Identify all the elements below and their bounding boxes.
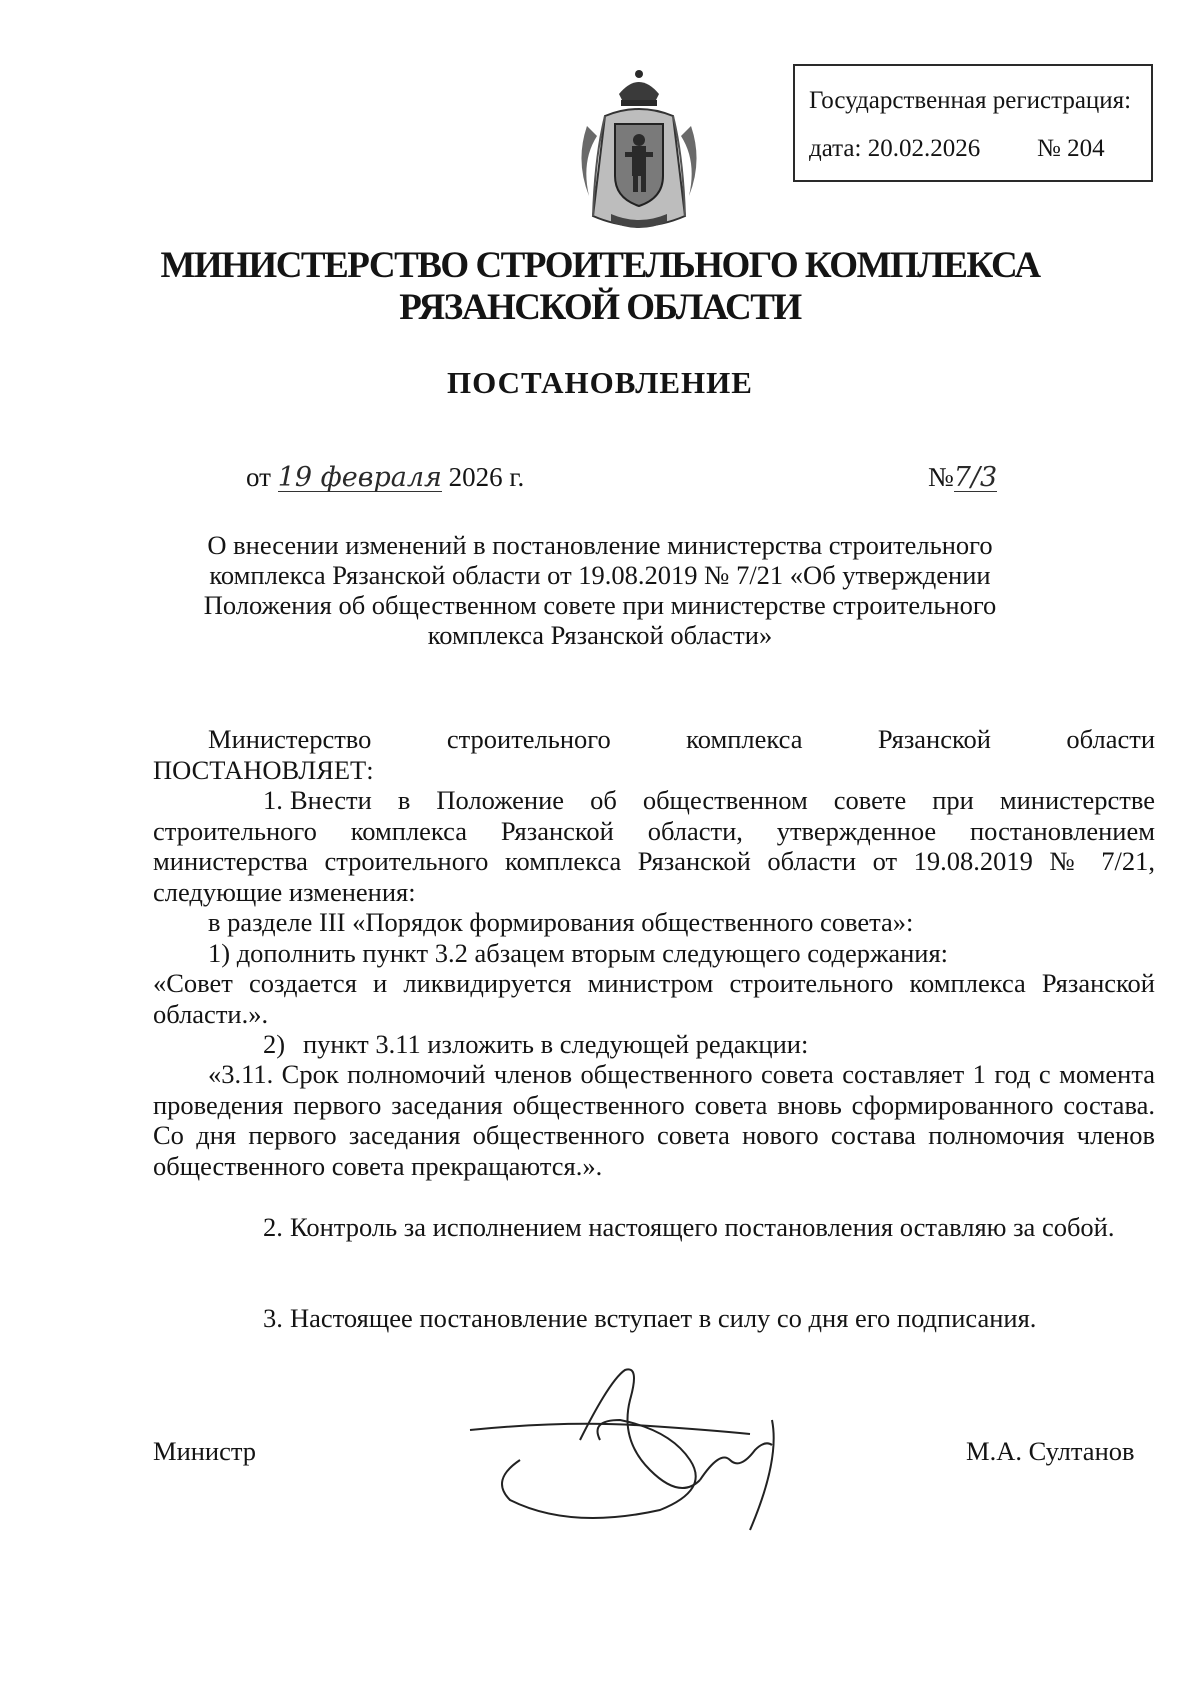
preamble-line2: ПОСТАНОВЛЯЕТ: xyxy=(153,754,374,785)
date-prefix: от xyxy=(246,462,271,492)
number-prefix: № xyxy=(928,462,954,492)
registration-number: № 204 xyxy=(1037,135,1105,162)
document-title: О внесении изменений в постановление министерства строительного комплекса Рязанской области от 19.08.2019 № 7/21 «Об утверждении Положения об общественном совете при министерстве строительного комплекса Рязанской области» xyxy=(203,530,997,650)
sub-item-1: 1) дополнить пункт 3.2 абзацем вторым следующего содержания: xyxy=(208,937,948,968)
registration-date: дата: 20.02.2026 xyxy=(809,135,981,162)
item-3-text: Настоящее постановление вступает в силу со дня его подписания. xyxy=(290,1303,1037,1333)
sub-item-2 xyxy=(153,1029,1155,1060)
sub-item-2-text: пункт 3.11 изложить в следующей редакции: xyxy=(303,1029,809,1059)
item-1 xyxy=(153,785,1155,907)
document-type-heading: ПОСТАНОВЛЕНИЕ xyxy=(447,365,753,400)
sub-item-1-quote-block xyxy=(153,968,1155,1029)
item-2-marker: 2. xyxy=(263,1212,283,1242)
item-3 xyxy=(153,1303,1155,1334)
preamble xyxy=(153,724,1155,785)
preamble-line1: Министерство строительного комплекса Рязанской области xyxy=(208,724,1155,754)
coat-of-arms-emblem xyxy=(575,66,703,236)
date-year: 2026 г. xyxy=(448,462,525,492)
handwritten-date: 19 февраля xyxy=(277,462,442,493)
document-number xyxy=(928,462,997,493)
item-1-text: Внести в Положение об общественном совете при министерстве строительного комплекса Рязанской области, утвержденное постановлением министерства строительного комплекса Рязанской области от 19.08.2019 № 7/21, следующие изменения: xyxy=(153,785,1155,907)
signatory-name: М.А. Султанов xyxy=(966,1436,1135,1466)
sub-item-2-quote: «3.11. Срок полномочий членов общественного совета составляет 1 год с момента проведения первого заседания общественного совета вновь сформированного состава. Со дня первого заседания общественного совета нового состава полномочия членов общественного совета прекращаются.». xyxy=(153,1059,1155,1181)
state-registration-box xyxy=(793,64,1153,182)
handwritten-number: 7/3 xyxy=(953,462,998,493)
registration-title: Государственная регистрация: xyxy=(809,87,1132,114)
document-date xyxy=(246,462,524,493)
sub-item-2-quote-block xyxy=(153,1059,1155,1181)
sub-item-1-quote: «Совет создается и ликвидируется министром строительного комплекса Рязанской области.». xyxy=(153,968,1155,1029)
signatory-position: Министр xyxy=(153,1436,257,1466)
sub-item-2-marker: 2) xyxy=(263,1029,286,1059)
item-1-marker: 1. xyxy=(263,785,283,815)
item-3-marker: 3. xyxy=(263,1303,283,1333)
section-reference xyxy=(153,907,1155,968)
ministry-name xyxy=(150,245,1050,329)
section-line: в разделе III «Порядок формирования общественного совета»: xyxy=(208,907,914,937)
handwritten-signature xyxy=(450,1360,850,1560)
item-2 xyxy=(153,1212,1155,1243)
item-2-text: Контроль за исполнением настоящего постановления оставляю за собой. xyxy=(290,1212,1115,1242)
ministry-name-line1: МИНИСТЕРСТВО СТРОИТЕЛЬНОГО КОМПЛЕКСА xyxy=(160,245,1040,286)
ministry-name-line2: РЯЗАНСКОЙ ОБЛАСТИ xyxy=(399,287,801,328)
